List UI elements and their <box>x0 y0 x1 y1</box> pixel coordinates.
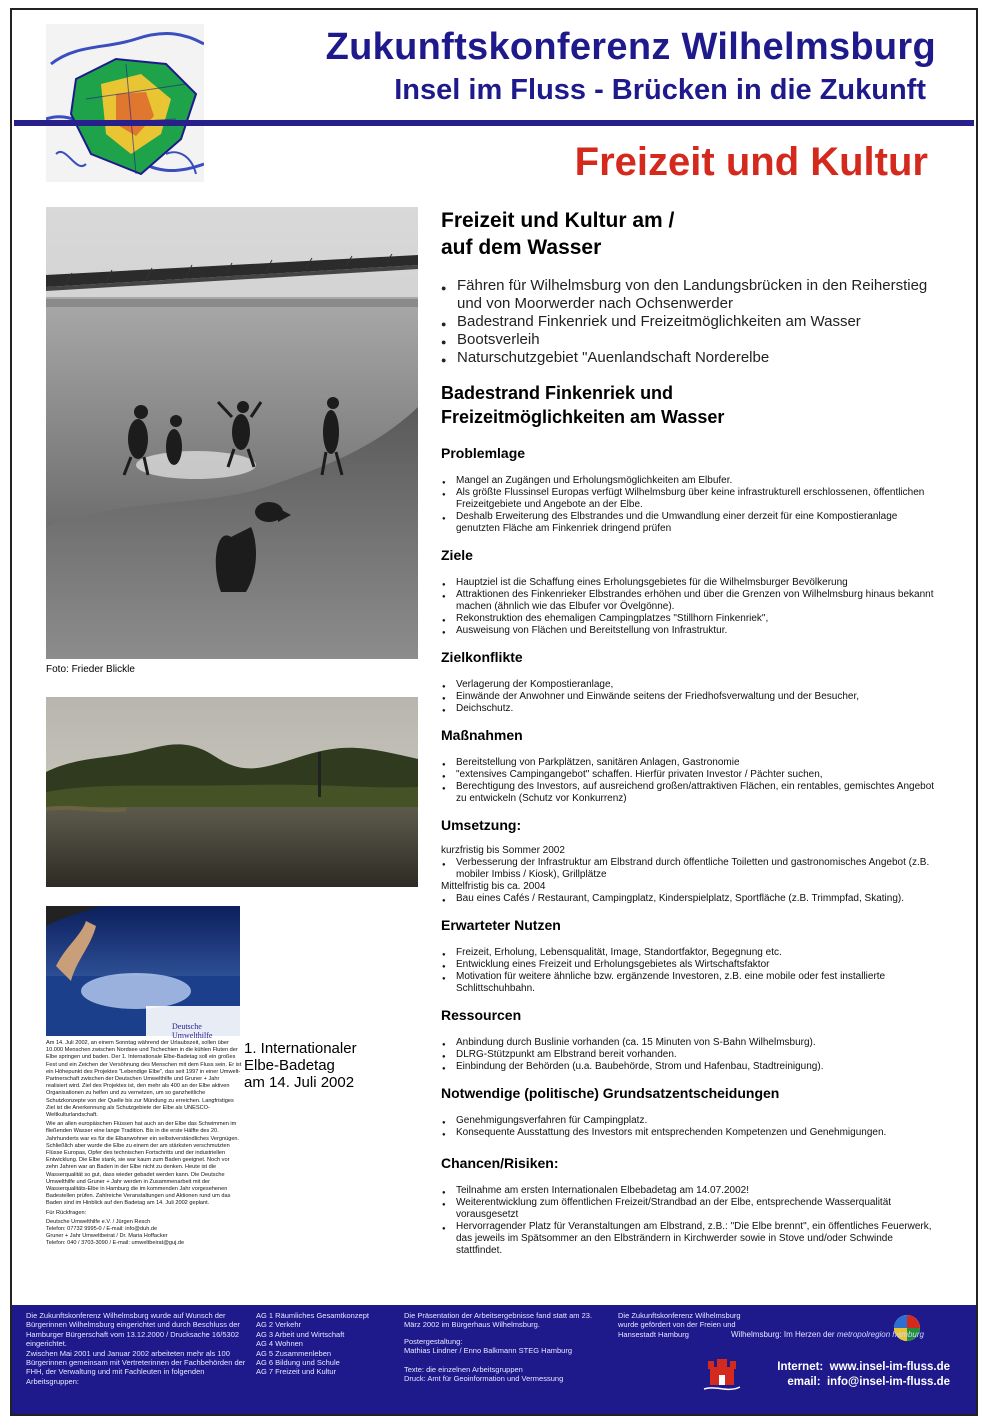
wasser-list <box>441 277 941 367</box>
section-heading-badestrand: Badestrand Finkenriek und <box>441 383 674 403</box>
header-divider <box>14 120 974 126</box>
list-item: ● Rekonstruktion des ehemaligen Campingplatzes "Stillhorn Finkenriek", <box>441 613 941 625</box>
elbe-logo: Deutsche Umwelthilfe <box>172 1022 213 1040</box>
chancen-list <box>441 1185 941 1257</box>
footer-bar <box>12 1305 976 1414</box>
umsetzung-mittel-list <box>441 893 941 905</box>
list-item: ● Berechtigung des Investors, auf ausreichend großen/attraktiven Flächen, ein rentables, gemischtes Angebot zu entwickeln (Schutz vor Konkurrenz) <box>441 781 941 805</box>
list-item: ● Entwicklung eines Freizeit und Erholungsgebietes als Wirtschaftsfaktor <box>441 959 941 971</box>
list-item: ● Ausweisung von Flächen und Bereitstellung von Infrastruktur. <box>441 625 941 637</box>
region-tagline <box>731 1330 924 1339</box>
list-item: ● Genehmigungsverfahren für Campingplatz. <box>441 1115 941 1127</box>
heading-nutzen: Erwarteter Nutzen <box>441 917 561 933</box>
ressourcen-list <box>441 1037 941 1073</box>
list-item: ● Hervorragender Platz für Veranstaltungen am Elbstrand, z.B.: "Die Elbe brennt", ein öffentliches Feuerwerk, das jeweils im Spätsommer an den Elbsträndern in Kirchwerder sowie in Stove und/oder Schwinde stattfindet. <box>441 1221 941 1257</box>
massnahmen-list <box>441 757 941 805</box>
heading-umsetzung: Umsetzung: <box>441 817 522 833</box>
list-item: ● Verbesserung der Infrastruktur am Elbstrand durch öffentliche Toiletten und gastronomisches Angebot (z.B. mobiler Imbiss / Kiosk), Grillplätze <box>441 857 941 881</box>
poster-subtitle: Insel im Fluss - Brücken in die Zukunft <box>394 74 926 106</box>
zielkonflikte-list <box>441 679 941 715</box>
internet-label: Internet: <box>777 1361 824 1373</box>
umsetzung-kurz-list <box>441 857 941 881</box>
heading-ziele: Ziele <box>441 547 473 563</box>
photo-river-landscape <box>46 697 418 887</box>
list-item: ● Verlagerung der Kompostieranlage, <box>441 679 941 691</box>
region-name: metropolregion hamburg <box>836 1330 924 1339</box>
elbe-contact-2: Gruner + Jahr Umweltbeirat / Dr. Maria Hoffacker <box>46 1233 168 1240</box>
list-item: ● Anbindung durch Buslinie vorhanden (ca. 15 Minuten von S-Bahn Wilhelmsburg). <box>441 1037 941 1049</box>
list-item: ● Freizeit, Erholung, Lebensqualität, Image, Standortfaktor, Begegnung etc. <box>441 947 941 959</box>
list-item: ● Einbindung der Behörden (u.a. Baubehörde, Strom und Hafenbau, Stadtreinigung). <box>441 1061 941 1073</box>
list-item: ● Als größte Flussinsel Europas verfügt Wilhelmsburg über keine infrastrukturell erschlossenen, öffentlichen Freizeitgebiete und Angebote an der Elbe. <box>441 487 941 511</box>
elbe-badetag-text <box>46 1040 242 1250</box>
elbe-title-line: Elbe-Badetag <box>244 1057 335 1074</box>
elbe-contact-1: Deutsche Umwelthilfe e.V. / Jürgen Resch <box>46 1218 151 1225</box>
nutzen-list <box>441 947 941 995</box>
list-item: ● Bau eines Cafés / Restaurant, Campingplatz, Kinderspielplatz, Sportfläche (z.B. Trimmpfad, Skating). <box>441 893 941 905</box>
email-label: email: <box>787 1376 821 1388</box>
elbe-contact-2-phone: Telefon: 040 / 3703-3090 / E-mail: umweltbeirat@guj.de <box>46 1240 185 1247</box>
list-item: ● Motivation für weitere ähnliche bzw. ergänzende Investoren, z.B. eine mobile oder fest installierte Schlittschuhbahn. <box>441 971 941 995</box>
ziele-list <box>441 577 941 637</box>
contact-block <box>777 1360 950 1390</box>
heading-ressourcen: Ressourcen <box>441 1007 522 1023</box>
content-column <box>441 207 941 1261</box>
list-item: ● Fähren für Wilhelmsburg von den Landungsbrücken in den Reiherstieg und von Moorwerder nach Ochsenwerder <box>441 277 941 313</box>
list-item: ● Deichschutz. <box>441 703 941 715</box>
email-link[interactable]: info@insel-im-fluss.de <box>826 1376 950 1388</box>
footer-praesentation: Die Präsentation der Arbeitsergebnisse fand statt am 23. März 2002 im Bürgerhaus Wilhelmsburg. <box>404 1311 593 1330</box>
poster-title: Zukunftskonferenz Wilhelmsburg <box>325 26 936 68</box>
elbe-body-2: Wie an allen europäischen Flüssen hat auch an der Elbe das Schwimmen im fließenden Wasser eine lange Tradition. Bis in die erste Hälfte des 20. Jahrhunderts war es für die Elbanwohner ein selbstverständliches Vergnügen. Schließlich aber wurde die Elbe zu einem der am stärksten verschmutzten Flüsse Europas, Opfer des technischen Fortschritts und der industriellen Entwicklung. Die Elbe stank, sie war kaum zum Baden geeignet. Noch vor zehn Jahren war an Baden in der Elbe nicht zu denken. Heute ist die Wasserqualität so gut, dass wieder gebadet werden kann. Die Deutsche Umwelthilfe und Gruner + Jahr werden in Zusammenarbeit mit der Wasserqualitäts-Elbe in Hamburg die im kommenden Jahr vorgesehenen Badestellen prüfen. Zahlreiche Veranstaltungen und Aktionen rund um das Baden sind im Hinblick auf den Badetag am 14. Juli 2002 geplant. <box>46 1121 240 1207</box>
heading-problemlage: Problemlage <box>441 445 526 461</box>
footer-intro: Die Zukunftskonferenz Wilhelmsburg wurde auf Wunsch der Bürgerinnen Wilhelmsburg eingerichtet und durch Beschluss der Hamburger Bürgerschaft vom 13.12.2000 / Drucksache 16/5302 eingerichtet. Zwischen Mai 2001 und Januar 2002 arbeiteten mehr als 100 Bürgerinnen gemeinsam mit Vertreterinnen der Fachbehörden der FHH, der Verwaltung und mit Fachleuten in folgenden Arbeitsgruppen: <box>26 1311 246 1386</box>
list-item: ● Hauptziel ist die Schaffung eines Erholungsgebietes für die Wilhelmsburger Bevölkerung <box>441 577 941 589</box>
list-item: ● Badestrand Finkenriek und Freizeitmöglichkeiten am Wasser <box>441 313 941 331</box>
elbe-title-line: am 14. Juli 2002 <box>244 1074 355 1091</box>
footer-foerderung: Die Zukunftskonferenz Wilhelmsburg wurde gefördert von der Freien und Hansestadt Hamburg <box>618 1311 741 1339</box>
list-item: ● Bootsverleih <box>441 331 941 349</box>
internet-link[interactable]: www.insel-im-fluss.de <box>829 1361 950 1373</box>
heading-zielkonflikte: Zielkonflikte <box>441 649 523 665</box>
heading-grundsatz: Notwendige (politische) Grundsatzentscheidungen <box>441 1085 780 1101</box>
wilhelmsburg-map <box>46 24 204 182</box>
footer-postergestaltung: Postergestaltung: Mathias Lindner / Enno Balkmann STEG Hamburg <box>404 1337 572 1356</box>
photo-swimmer-splash <box>46 906 240 1040</box>
heading-massnahmen: Maßnahmen <box>441 727 523 743</box>
elbe-body-3: Für Rückfragen: <box>46 1209 87 1216</box>
elbe-contact-1-phone: Telefon: 07732 9995-0 / E-mail: info@duh.de <box>46 1226 158 1233</box>
list-item: ● Mangel an Zugängen und Erholungsmöglichkeiten am Elbufer. <box>441 475 941 487</box>
list-item: ● Konsequente Ausstattung des Investors mit entsprechenden Kompetenzen und Genehmigungen. <box>441 1127 941 1139</box>
list-item: ● Einwände der Anwohner und Einwände seitens der Friedhofsverwaltung und der Besucher, <box>441 691 941 703</box>
list-item: ● Attraktionen des Finkenrieker Elbstrandes erhöhen und über die Grenzen von Wilhelmsburg hinaus bekannt machen (ähnlich wie das Elbufer vor Övelgönne). <box>441 589 941 613</box>
umsetzung-mittelfristig: Mittelfristig bis ca. 2004 <box>441 881 546 892</box>
elbe-title-line: 1. Internationaler <box>244 1040 357 1057</box>
heading-chancen: Chancen/Risiken: <box>441 1155 559 1171</box>
elbe-badetag-title <box>244 1040 404 1091</box>
photo-credit: Foto: Frieder Blickle <box>46 664 135 675</box>
topic-heading: Freizeit und Kultur <box>574 140 928 184</box>
list-item: ● Bereitstellung von Parkplätzen, sanitären Anlagen, Gastronomie <box>441 757 941 769</box>
list-item: ● Weiterentwicklung zum öffentlichen Freizeit/Strandbad an der Elbe, entsprechende Wasserqualität vorausgesetzt <box>441 1197 941 1221</box>
region-prefix: Wilhelmsburg: Im Herzen der <box>731 1330 835 1339</box>
section-heading-wasser-2: auf dem Wasser <box>441 236 602 259</box>
umsetzung-kurzfristig: kurzfristig bis Sommer 2002 <box>441 845 565 856</box>
problemlage-list <box>441 475 941 535</box>
list-item: ● Naturschutzgebiet "Auenlandschaft Norderelbe <box>441 349 941 367</box>
elbe-body: Am 14. Juli 2002, an einem Sonntag während der Urlaubszeit, sollen über 10.000 Menschen zwischen Nordsee und Tschechien in die kühlen Fluten der Elbe springen und baden. Der 1. Internationale Elbe-Badetag soll ein großes Fest und ein Zeichen der Versöhnung des Menschen mit dem Fluss sein. Er ist ein Höhepunkt des Projektes "Lebendige Elbe", das seit 1997 in einer Umwelt-Partnerschaft zwischen der Deutschen Umwelthilfe und Gruner + Jahr realisiert wird. Ziel des Projektes ist, den mehr als 400 an der Elbe aktiven Organisationen zu helfen und zu vernetzen, um so ganzheitliche Schutzkonzepte von der Quelle bis zur Mündung zu erreichen. Langfristiges Ziel ist die Anerkennung als Schutzgebiete der Elbe als UNESCO-Weltkulturlandschaft. <box>46 1040 242 1119</box>
hamburg-crest-icon <box>702 1353 742 1395</box>
list-item: ● "extensives Campingangebot" schaffen. Hierfür privaten Investor / Pächter suchen, <box>441 769 941 781</box>
footer-arbeitsgruppen: AG 1 Räumliches Gesamtkonzept AG 2 Verkehr AG 3 Arbeit und Wirtschaft AG 4 Wohnen AG 5 Zusammenleben AG 6 Bildung und Schule AG 7 Freizeit und Kultur <box>256 1311 369 1377</box>
photo-children-dog-beach <box>46 207 418 659</box>
list-item: ● Teilnahme am ersten Internationalen Elbebadetag am 14.07.2002! <box>441 1185 941 1197</box>
section-heading-wasser: Freizeit und Kultur am / <box>441 209 675 232</box>
list-item: ● Deshalb Erweiterung des Elbstrandes und die Umwandlung einer derzeit für eine Kompostieranlage genutzten Fläche am Finkenriek dringend prüfen <box>441 511 941 535</box>
section-heading-badestrand-2: Freizeitmöglichkeiten am Wasser <box>441 407 725 427</box>
list-item: ● DLRG-Stützpunkt am Elbstrand bereit vorhanden. <box>441 1049 941 1061</box>
footer-texte-druck: Texte: die einzelnen Arbeitsgruppen Druck: Amt für Geoinformation und Vermessung <box>404 1365 564 1384</box>
grundsatz-list <box>441 1115 941 1139</box>
